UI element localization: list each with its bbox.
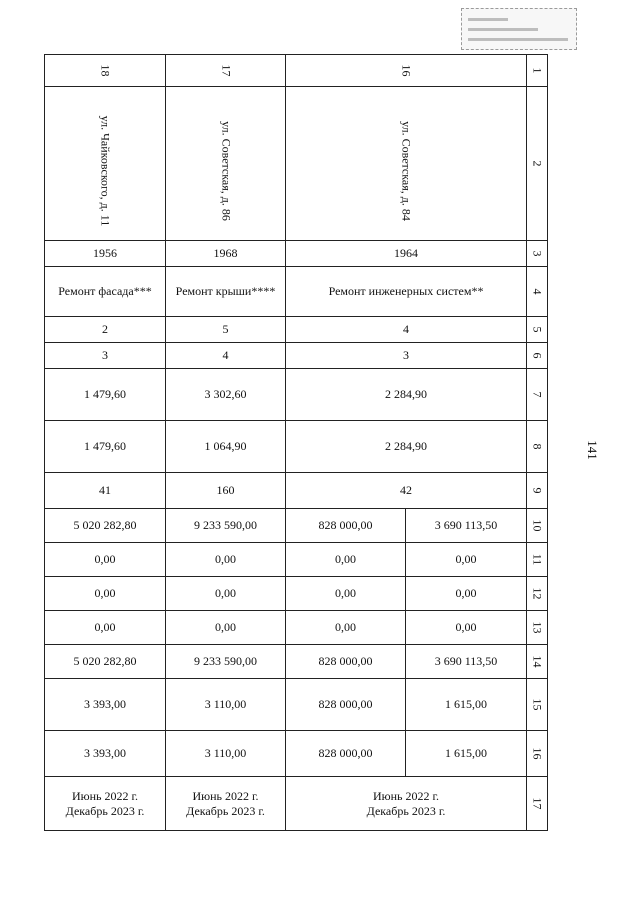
- period-start: Июнь 2022 г.: [192, 788, 259, 803]
- residents-cell: 41: [45, 473, 166, 509]
- total-area-cell: 2 284,90: [286, 369, 527, 421]
- entrances-cell: 3: [286, 343, 527, 369]
- stamp-line: [468, 28, 538, 31]
- floors-cell: 2: [45, 317, 166, 343]
- table-row: [45, 645, 548, 679]
- unit-cost-cell: 3 393,00: [45, 679, 166, 731]
- fund-cell: 0,00: [406, 577, 527, 611]
- period-end: Декабрь 2023 г.: [186, 803, 265, 818]
- fund-cell: 0,00: [166, 611, 286, 645]
- owners-funds-cell: 828 000,00: [286, 645, 406, 679]
- column-index: 2: [527, 87, 548, 241]
- table-row: [45, 55, 548, 87]
- column-index: 12: [527, 577, 548, 611]
- table-row: [45, 369, 548, 421]
- total-area-cell: 1 479,60: [45, 369, 166, 421]
- period-cell: [286, 777, 527, 831]
- fund-cell: 0,00: [406, 611, 527, 645]
- work-type-cell: Ремонт фасада***: [45, 267, 166, 317]
- fund-cell: 0,00: [166, 577, 286, 611]
- fund-cell: 0,00: [286, 577, 406, 611]
- table-row: [45, 421, 548, 473]
- year-cell: 1956: [45, 241, 166, 267]
- entrances-cell: 4: [166, 343, 286, 369]
- living-area-cell: 2 284,90: [286, 421, 527, 473]
- owners-funds-cell: 9 233 590,00: [166, 645, 286, 679]
- stamp-line: [468, 38, 568, 41]
- residents-cell: 42: [286, 473, 527, 509]
- column-index: 7: [527, 369, 548, 421]
- unit-cost-cell: 828 000,00: [286, 679, 406, 731]
- column-index: 5: [527, 317, 548, 343]
- approval-stamp: [461, 8, 577, 50]
- cost-cell: 828 000,00: [286, 509, 406, 543]
- unit-cost-cell: 3 110,00: [166, 679, 286, 731]
- cost-cell: 5 020 282,80: [45, 509, 166, 543]
- living-area-cell: 1 479,60: [45, 421, 166, 473]
- owners-funds-cell: 3 690 113,50: [406, 645, 527, 679]
- column-index: 15: [527, 679, 548, 731]
- column-index: 11: [527, 543, 548, 577]
- table-row: [45, 509, 548, 543]
- fund-cell: 0,00: [45, 577, 166, 611]
- entrances-cell: 3: [45, 343, 166, 369]
- table-row: [45, 473, 548, 509]
- table-row: [45, 543, 548, 577]
- table-row: [45, 343, 548, 369]
- row-number: 17: [166, 55, 286, 87]
- column-index: 3: [527, 241, 548, 267]
- residents-cell: 160: [166, 473, 286, 509]
- work-type-cell: Ремонт крыши****: [166, 267, 286, 317]
- table-row: [45, 731, 548, 777]
- table-row: [45, 267, 548, 317]
- fund-cell: 0,00: [45, 543, 166, 577]
- table-row: [45, 611, 548, 645]
- fund-cell: 0,00: [166, 543, 286, 577]
- column-index: 6: [527, 343, 548, 369]
- column-index: 10: [527, 509, 548, 543]
- fund-cell: 0,00: [45, 611, 166, 645]
- column-index: 16: [527, 731, 548, 777]
- table-row: [45, 241, 548, 267]
- unit-cost-cell: 1 615,00: [406, 679, 527, 731]
- period-cell: [166, 777, 286, 831]
- period-cell: [45, 777, 166, 831]
- row-number: 16: [286, 55, 527, 87]
- column-index: 8: [527, 421, 548, 473]
- owners-funds-cell: 5 020 282,80: [45, 645, 166, 679]
- living-area-cell: 1 064,90: [166, 421, 286, 473]
- floors-cell: 4: [286, 317, 527, 343]
- stamp-line: [468, 18, 508, 21]
- address-cell: ул. Чайковского, д. 11: [45, 87, 166, 241]
- fund-cell: 0,00: [286, 543, 406, 577]
- period-end: Декабрь 2023 г.: [366, 803, 446, 818]
- period-end: Декабрь 2023 г.: [65, 803, 145, 818]
- period-start: Июнь 2022 г.: [71, 788, 139, 803]
- cost-cell: 9 233 590,00: [166, 509, 286, 543]
- page-number: 141: [584, 440, 600, 460]
- column-index: 13: [527, 611, 548, 645]
- table-row: [45, 777, 548, 831]
- repair-program-table: [44, 54, 548, 831]
- max-unit-cost-cell: 1 615,00: [406, 731, 527, 777]
- table-row: [45, 87, 548, 241]
- work-type-cell: Ремонт инженерных систем**: [286, 267, 527, 317]
- cost-cell: 3 690 113,50: [406, 509, 527, 543]
- fund-cell: 0,00: [406, 543, 527, 577]
- year-cell: 1964: [286, 241, 527, 267]
- year-cell: 1968: [166, 241, 286, 267]
- max-unit-cost-cell: 3 110,00: [166, 731, 286, 777]
- row-number: 18: [45, 55, 166, 87]
- column-index: 4: [527, 267, 548, 317]
- table-row: [45, 577, 548, 611]
- max-unit-cost-cell: 3 393,00: [45, 731, 166, 777]
- column-index: 9: [527, 473, 548, 509]
- address-cell: ул. Советская, д. 86: [166, 87, 286, 241]
- column-index: 14: [527, 645, 548, 679]
- address-cell: ул. Советская, д. 84: [286, 87, 527, 241]
- floors-cell: 5: [166, 317, 286, 343]
- total-area-cell: 3 302,60: [166, 369, 286, 421]
- table-row: [45, 317, 548, 343]
- max-unit-cost-cell: 828 000,00: [286, 731, 406, 777]
- column-index: 1: [527, 55, 548, 87]
- period-start: Июнь 2022 г.: [372, 788, 440, 803]
- column-index: 17: [527, 777, 548, 831]
- table-row: [45, 679, 548, 731]
- fund-cell: 0,00: [286, 611, 406, 645]
